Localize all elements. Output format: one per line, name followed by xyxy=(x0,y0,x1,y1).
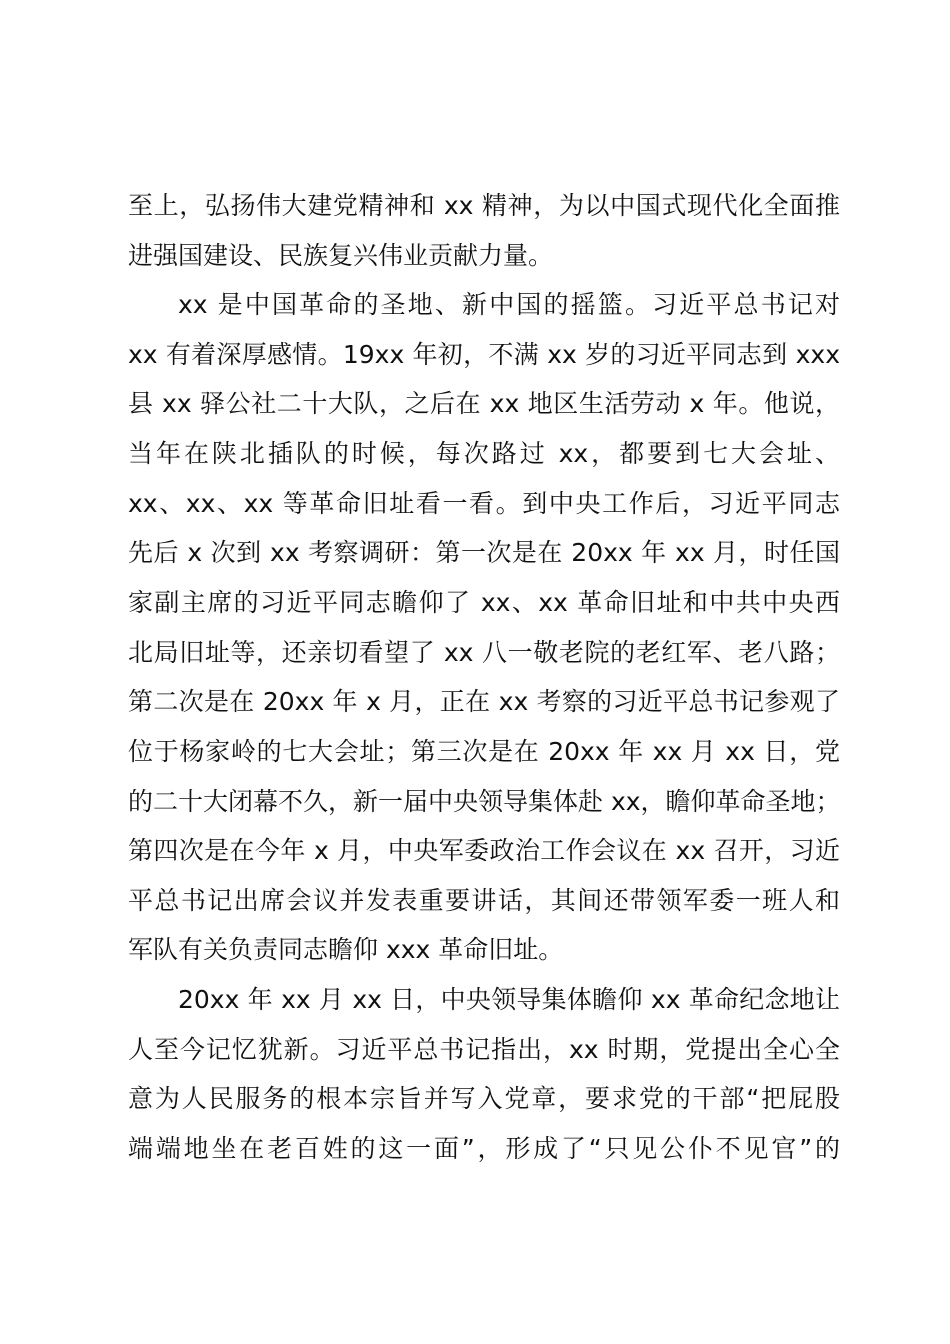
paragraph-2-line-7: 家副主席的习近平同志瞻仰了 xx、xx 革命旧址和中共中央西 xyxy=(128,588,840,617)
paragraph-2-line-12: 第四次是在今年 x 月，中央军委政治工作会议在 xx 召开，习近 xyxy=(128,836,840,865)
paragraph-2-line-5: xx、xx、xx 等革命旧址看一看。到中央工作后，习近平同志 xyxy=(128,489,840,518)
paragraph-2-line-14: 军队有关负责同志瞻仰 xxx 革命旧址。 xyxy=(128,935,564,964)
paragraph-2-line-11: 的二十大闭幕不久，新一届中央领导集体赴 xx，瞻仰革命圣地； xyxy=(128,787,841,816)
paragraph-3-line-3: 意为人民服务的根本宗旨并写入党章，要求党的干部“把屁股 xyxy=(128,1084,840,1113)
paragraph-2-line-13: 平总书记出席会议并发表重要讲话，其间还带领军委一班人和 xyxy=(128,886,840,915)
paragraph-2-line-6: 先后 x 次到 xx 考察调研：第一次是在 20xx 年 xx 月，时任国 xyxy=(128,538,840,567)
paragraph-1-line-2: 进强国建设、民族复兴伟业贡献力量。 xyxy=(128,241,554,270)
paragraph-3-line-2: 人至今记忆犹新。习近平总书记指出，xx 时期，党提出全心全 xyxy=(128,1035,840,1064)
paragraph-3-line-1: 20xx 年 xx 月 xx 日，中央领导集体瞻仰 xx 革命纪念地让 xyxy=(178,985,840,1014)
paragraph-2-line-9: 第二次是在 20xx 年 x 月，正在 xx 考察的习近平总书记参观了 xyxy=(128,687,840,716)
paragraph-1-line-1: 至上，弘扬伟大建党精神和 xx 精神，为以中国式现代化全面推 xyxy=(128,191,840,220)
paragraph-2-line-8: 北局旧址等，还亲切看望了 xx 八一敬老院的老红军、老八路； xyxy=(128,638,840,667)
paragraph-3-line-4: 端端地坐在老百姓的这一面”，形成了“只见公仆不见官”的 xyxy=(128,1134,840,1163)
paragraph-2-line-10: 位于杨家岭的七大会址；第三次是在 20xx 年 xx 月 xx 日，党 xyxy=(128,737,840,766)
paragraph-2-line-4: 当年在陕北插队的时候，每次路过 xx，都要到七大会址、 xyxy=(128,439,840,468)
paragraph-2-line-2: xx 有着深厚感情。19xx 年初，不满 xx 岁的习近平同志到 xxx xyxy=(128,340,840,369)
paragraph-2-line-1: xx 是中国革命的圣地、新中国的摇篮。习近平总书记对 xyxy=(178,290,840,319)
paragraph-2-line-3: 县 xx 驿公社二十大队，之后在 xx 地区生活劳动 x 年。他说， xyxy=(128,389,840,418)
